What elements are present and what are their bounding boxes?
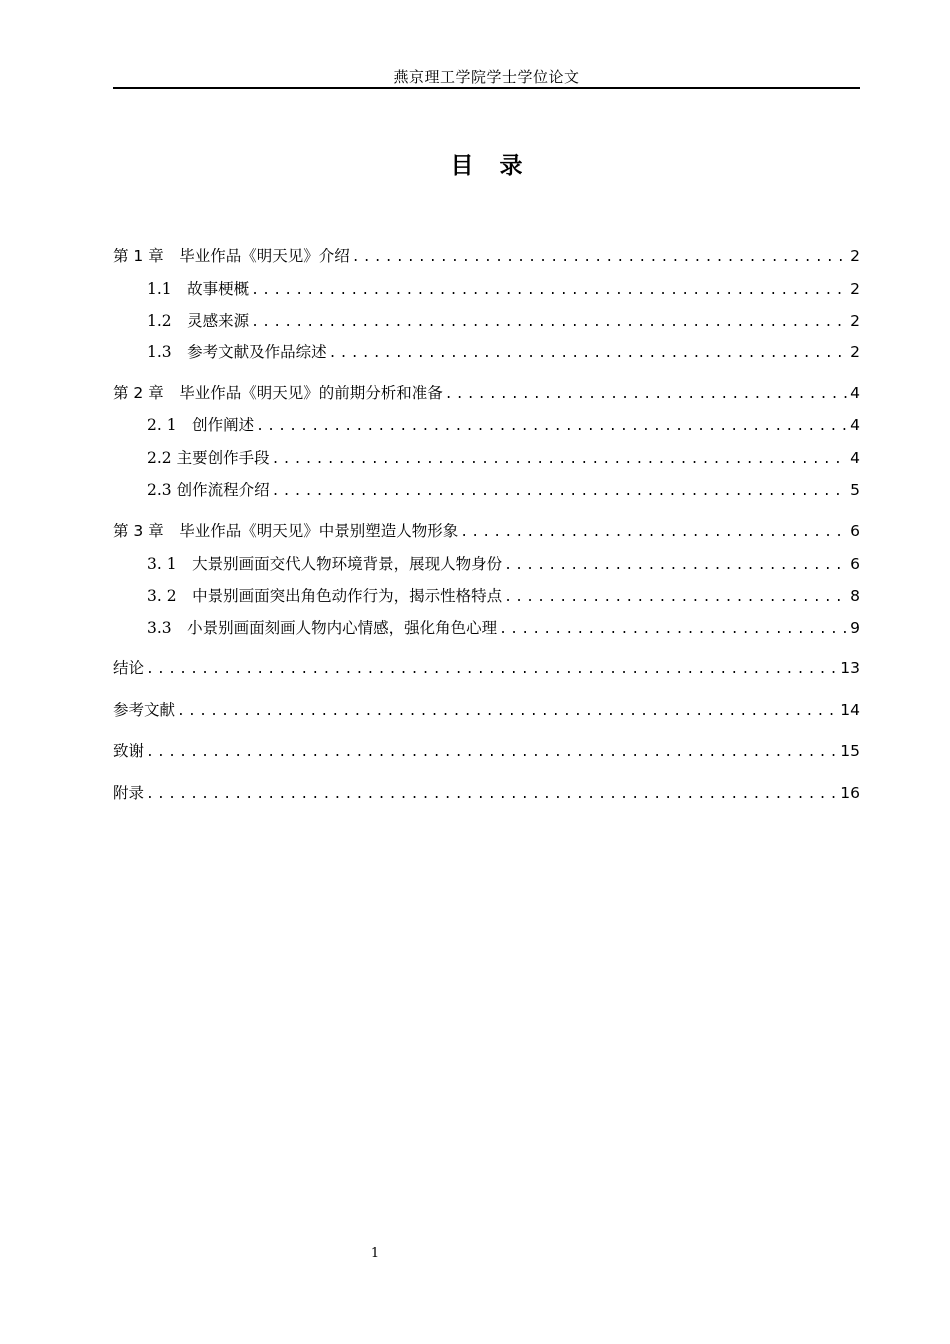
toc-entry-page: 2: [850, 343, 860, 361]
toc-leader-dots: [272, 450, 849, 470]
toc-leader-dots: [272, 482, 849, 502]
toc-entry-page: 13: [840, 659, 860, 677]
toc-entry-page: 8: [850, 587, 860, 605]
toc-entry-section-3-1[interactable]: [147, 554, 860, 576]
toc-entry-page: 2: [850, 247, 860, 265]
toc-entry-chapter-1[interactable]: [113, 246, 860, 268]
toc-entry-label: 2.3 创作流程介绍: [147, 481, 270, 499]
toc-entry-section-2-2[interactable]: [147, 448, 860, 470]
toc-entry-page: 4: [850, 384, 860, 402]
toc-entry-page: 4: [850, 449, 860, 467]
toc-leader-dots: [504, 556, 848, 576]
toc-leader-dots: [146, 743, 838, 763]
page-number: 1: [370, 1246, 380, 1261]
toc-entry-section-2-3[interactable]: [147, 480, 860, 502]
toc-entry-page: 4: [850, 416, 860, 434]
toc-entry-page: 9: [850, 619, 860, 637]
toc-entry-label: 第 2 章 毕业作品《明天见》的前期分析和准备: [113, 384, 443, 402]
toc-entry-acknowledgements[interactable]: [113, 741, 860, 763]
toc-entry-label: 附录: [113, 784, 145, 802]
toc-entry-page: 14: [840, 701, 860, 719]
toc-entry-section-2-1[interactable]: [147, 415, 860, 437]
toc-leader-dots: [177, 702, 838, 722]
toc-entry-section-3-3[interactable]: [147, 618, 860, 640]
toc-leader-dots: [251, 313, 848, 333]
toc-leader-dots: [352, 248, 848, 268]
toc-entry-page: 6: [850, 522, 860, 540]
toc-entry-section-1-1[interactable]: [147, 279, 860, 301]
toc-entry-label: 2. 1 创作阐述: [147, 416, 255, 434]
toc-entry-section-1-2[interactable]: [147, 311, 860, 333]
toc-entry-page: 2: [850, 312, 860, 330]
toc-leader-dots: [445, 385, 848, 405]
header-rule: [113, 87, 860, 89]
toc-leader-dots: [146, 785, 838, 805]
toc-leader-dots: [499, 620, 848, 640]
toc-leader-dots: [460, 523, 848, 543]
toc-entry-label: 3. 2 中景别画面突出角色动作行为，揭示性格特点: [147, 587, 503, 605]
toc-entry-chapter-2[interactable]: [113, 383, 860, 405]
toc-entry-conclusion[interactable]: [113, 658, 860, 680]
toc-entry-label: 结论: [113, 659, 145, 677]
running-header-title: 燕京理工学院学士学位论文: [393, 68, 580, 86]
toc-title: 目录: [450, 153, 549, 179]
toc-leader-dots: [251, 281, 848, 301]
toc-entry-label: 1.2 灵感来源: [147, 312, 250, 330]
toc-entry-page: 16: [840, 784, 860, 802]
toc-entry-label: 3. 1 大景别画面交代人物环境背景，展现人物身份: [147, 555, 503, 573]
toc-leader-dots: [146, 660, 838, 680]
toc-entry-label: 3.3 小景别画面刻画人物内心情感，强化角色心理: [147, 619, 498, 637]
toc-entry-section-1-3[interactable]: [147, 342, 860, 364]
toc-leader-dots: [504, 588, 848, 608]
toc-entry-references[interactable]: [113, 700, 860, 722]
toc-leader-dots: [329, 344, 848, 364]
toc-entry-label: 参考文献: [113, 701, 176, 719]
toc-entry-label: 第 3 章 毕业作品《明天见》中景别塑造人物形象: [113, 522, 459, 540]
toc-entry-page: 2: [850, 280, 860, 298]
toc-entry-label: 致谢: [113, 742, 145, 760]
toc-leader-dots: [256, 417, 848, 437]
toc-entry-page: 5: [850, 481, 860, 499]
toc-entry-label: 1.3 参考文献及作品综述: [147, 343, 327, 361]
toc-entry-label: 2.2 主要创作手段: [147, 449, 270, 467]
toc-entry-page: 15: [840, 742, 860, 760]
toc-entry-section-3-2[interactable]: [147, 586, 860, 608]
toc-entry-chapter-3[interactable]: [113, 521, 860, 543]
toc-entry-page: 6: [850, 555, 860, 573]
toc-entry-label: 1.1 故事梗概: [147, 280, 250, 298]
toc-entry-label: 第 1 章 毕业作品《明天见》介绍: [113, 247, 350, 265]
toc-entry-appendix[interactable]: [113, 783, 860, 805]
